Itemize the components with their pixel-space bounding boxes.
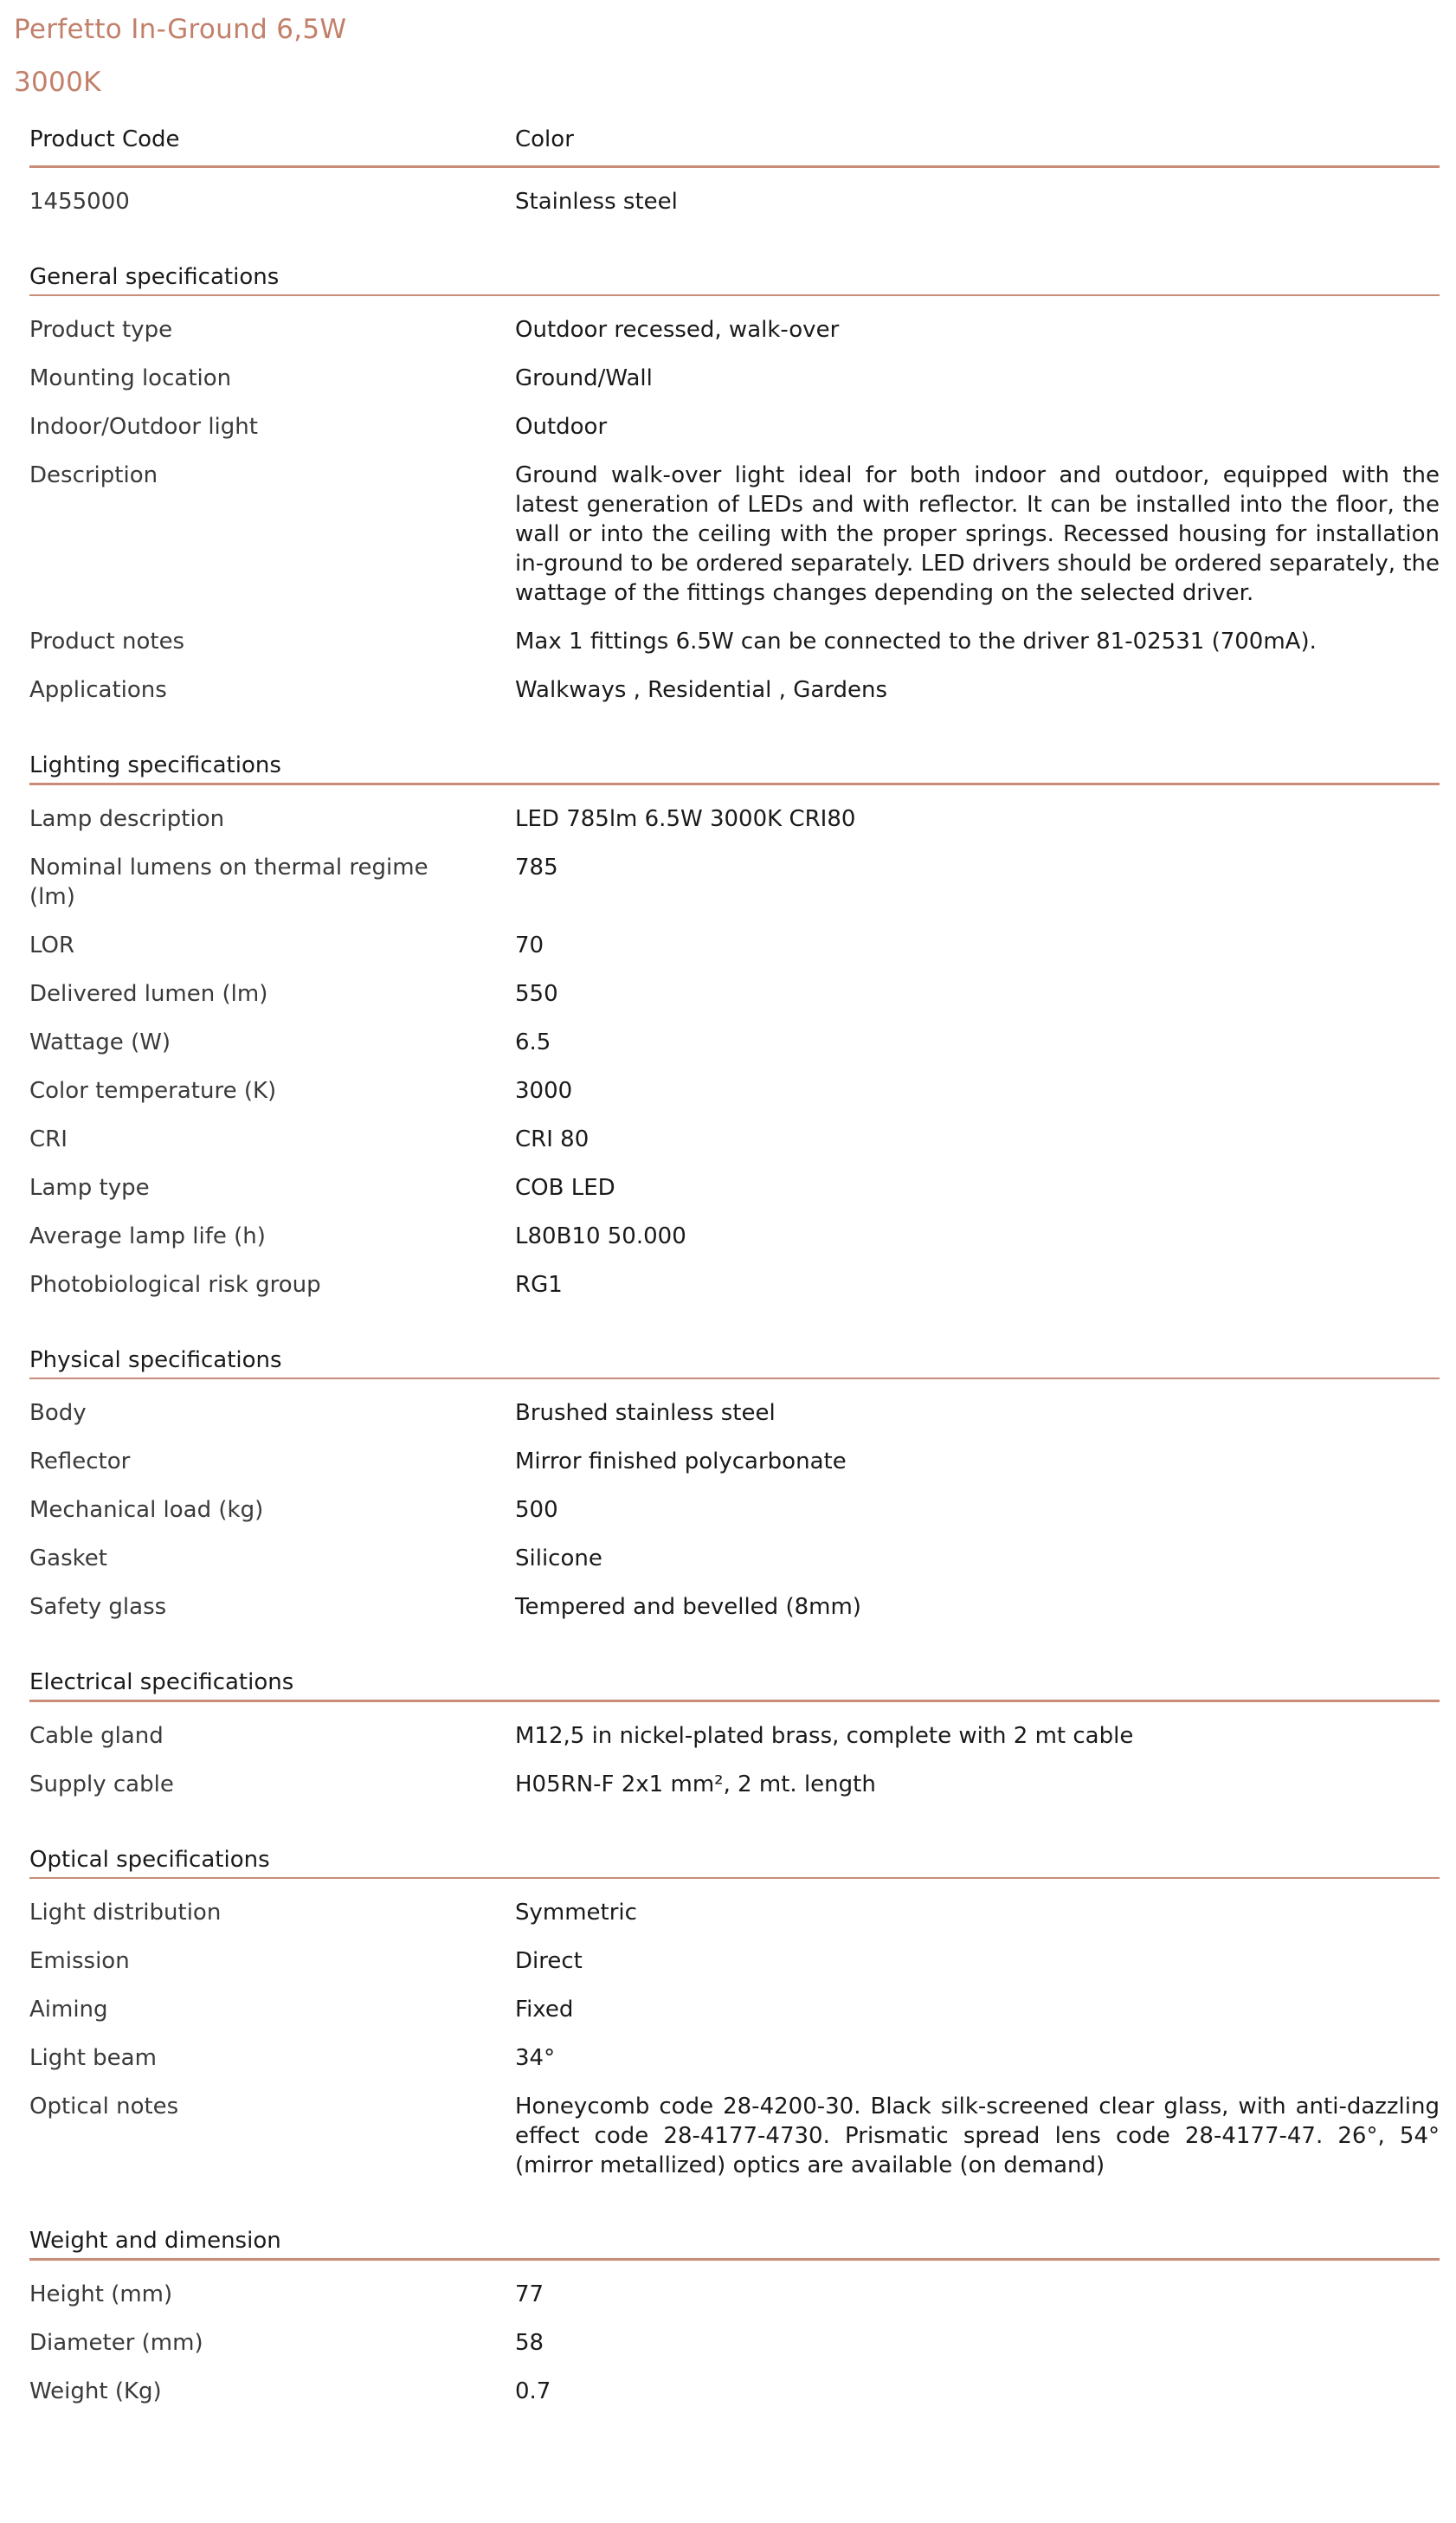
spec-row — [29, 1125, 1440, 1154]
column-header-color: Color — [515, 126, 574, 152]
spec-value: 500 — [515, 1497, 558, 1523]
spec-value: 550 — [515, 980, 558, 1007]
section-title: Electrical specifications — [29, 1669, 294, 1695]
spec-label: Mechanical load (kg) — [29, 1497, 264, 1523]
section-rows — [29, 804, 1440, 1300]
spec-value: 3000 — [515, 1077, 573, 1104]
spec-label: Delivered lumen (lm) — [29, 980, 268, 1007]
spec-label: Reflector — [29, 1449, 131, 1474]
spec-value: 34° — [515, 2045, 556, 2071]
spec-label: Product type — [29, 317, 173, 343]
spec-value: 6.5 — [515, 1029, 551, 1055]
product-code-row — [29, 187, 1440, 216]
spec-value: M12,5 in nickel-plated brass, complete with 2 mt cable — [515, 1722, 1134, 1749]
spec-value: Ground/Wall — [515, 365, 653, 391]
spec-label: Supply cable — [29, 1771, 174, 1797]
spec-label: Color temperature (K) — [29, 1077, 277, 1104]
spec-value: Brushed stainless steel — [515, 1400, 776, 1426]
spec-label: Weight (Kg) — [29, 2378, 162, 2404]
spec-row — [29, 315, 1440, 345]
column-header-product-code: Product Code — [29, 126, 180, 152]
section-title: Lighting specifications — [29, 752, 281, 778]
spec-value: 785 — [515, 854, 558, 881]
spec-label: Aiming — [29, 1997, 108, 2023]
spec-row — [29, 1447, 1440, 1476]
spec-value: 58 — [515, 2329, 544, 2356]
spec-row — [29, 2280, 1440, 2309]
column-header-row — [29, 113, 1440, 165]
spec-value: L80B10 50.000 — [515, 1223, 686, 1249]
spec-value: Tempered and bevelled (8mm) — [515, 1594, 861, 1620]
section-title: General specifications — [29, 263, 280, 290]
spec-value: Max 1 fittings 6.5W can be connected to the driver 81-02531 (700mA). — [515, 629, 1317, 655]
spec-row — [29, 1398, 1440, 1428]
product-title-line2: 3000K — [14, 67, 101, 98]
spec-value: 77 — [515, 2281, 544, 2307]
spec-value: Direct — [515, 1948, 583, 1974]
spec-label: Safety glass — [29, 1594, 167, 1620]
section-rows — [29, 315, 1440, 705]
spec-row — [29, 2092, 1440, 2180]
spec-label: Wattage (W) — [29, 1029, 171, 1055]
spec-row — [29, 1495, 1440, 1525]
spec-label: Cable gland — [29, 1722, 164, 1749]
spec-row — [29, 1946, 1440, 1976]
spec-label: Light distribution — [29, 1900, 222, 1926]
spec-label: Applications — [29, 677, 167, 703]
spec-label: CRI — [29, 1126, 68, 1152]
product-code-value: 1455000 — [29, 188, 130, 215]
spec-label: Lamp description — [29, 805, 225, 832]
spec-row — [29, 1721, 1440, 1751]
spec-row — [29, 675, 1440, 705]
spec-row — [29, 1173, 1440, 1203]
spec-value: Ground walk-over light ideal for both indoor and outdoor, equipped with the latest generation of LEDs and with reflector. It can be installed into the floor, the wall or into the ceiling with the proper springs. Recessed housing for installation in-ground to be ordered separately. LED drivers should be ordered separately, the wattage of the fittings changes depending on the selected driver. — [515, 462, 1440, 606]
spec-row — [29, 1270, 1440, 1300]
spec-row — [29, 1592, 1440, 1622]
spec-label: Lamp type — [29, 1174, 150, 1201]
spec-label: Height (mm) — [29, 2281, 173, 2307]
spec-row — [29, 979, 1440, 1009]
section-title: Weight and dimension — [29, 2228, 281, 2254]
spec-value: Outdoor — [515, 414, 608, 440]
spec-value: Mirror finished polycarbonate — [515, 1449, 847, 1474]
spec-value: 0.7 — [515, 2378, 551, 2404]
spec-label: Nominal lumens on thermal regime (lm) — [29, 854, 428, 910]
spec-label: Mounting location — [29, 365, 232, 391]
spec-row — [29, 364, 1440, 393]
section-title: Optical specifications — [29, 1846, 270, 1873]
spec-label: Photobiological risk group — [29, 1271, 321, 1298]
spec-label: Gasket — [29, 1545, 107, 1571]
spec-label: Description — [29, 462, 158, 488]
spec-label: Body — [29, 1400, 87, 1426]
spec-row — [29, 1898, 1440, 1927]
spec-row — [29, 1995, 1440, 2024]
section-title: Physical specifications — [29, 1346, 282, 1373]
sections-container — [29, 216, 1440, 2406]
spec-label: Emission — [29, 1948, 130, 1974]
spec-label: Product notes — [29, 629, 185, 655]
spec-row — [29, 1222, 1440, 1251]
spec-value: Fixed — [515, 1997, 574, 2023]
color-value: Stainless steel — [515, 188, 678, 215]
spec-label: Diameter (mm) — [29, 2329, 203, 2356]
spec-row — [29, 461, 1440, 608]
spec-label: Indoor/Outdoor light — [29, 414, 258, 440]
product-title — [14, 3, 346, 109]
spec-value: 70 — [515, 932, 544, 958]
spec-row — [29, 2377, 1440, 2406]
spec-row — [29, 804, 1440, 834]
section-rows — [29, 2280, 1440, 2406]
section-rows — [29, 1398, 1440, 1622]
product-title-line1: Perfetto In-Ground 6,5W — [14, 14, 347, 45]
spec-label: Light beam — [29, 2045, 157, 2071]
spec-row — [29, 1544, 1440, 1573]
spec-table — [29, 113, 1440, 2406]
spec-row — [29, 1770, 1440, 1799]
spec-value: Outdoor recessed, walk-over — [515, 317, 840, 343]
section-rows — [29, 1898, 1440, 2180]
spec-row — [29, 1076, 1440, 1106]
spec-label: Optical notes — [29, 2094, 179, 2120]
section-rows — [29, 1721, 1440, 1799]
spec-row — [29, 2043, 1440, 2073]
spec-value: LED 785lm 6.5W 3000K CRI80 — [515, 805, 856, 832]
spec-value: COB LED — [515, 1174, 615, 1201]
spec-row — [29, 1028, 1440, 1057]
spec-value: Honeycomb code 28-4200-30. Black silk-screened clear glass, with anti-dazzling effect code 28-4177-4730. Prismatic spread lens code 28-4177-47. 26°, 54° (mirror metallized) optics are available (on demand) — [515, 2094, 1440, 2178]
spec-label: LOR — [29, 932, 75, 958]
spec-value: Symmetric — [515, 1900, 637, 1926]
spec-value: Walkways , Residential , Gardens — [515, 677, 888, 703]
spec-row — [29, 627, 1440, 656]
spec-row — [29, 412, 1440, 442]
spec-value: H05RN-F 2x1 mm², 2 mt. length — [515, 1771, 876, 1797]
spec-row — [29, 853, 1440, 912]
spec-value: CRI 80 — [515, 1126, 589, 1152]
spec-row — [29, 931, 1440, 960]
spec-label: Average lamp life (h) — [29, 1223, 266, 1249]
spec-value: Silicone — [515, 1545, 602, 1571]
spec-row — [29, 2328, 1440, 2358]
spec-value: RG1 — [515, 1271, 563, 1298]
